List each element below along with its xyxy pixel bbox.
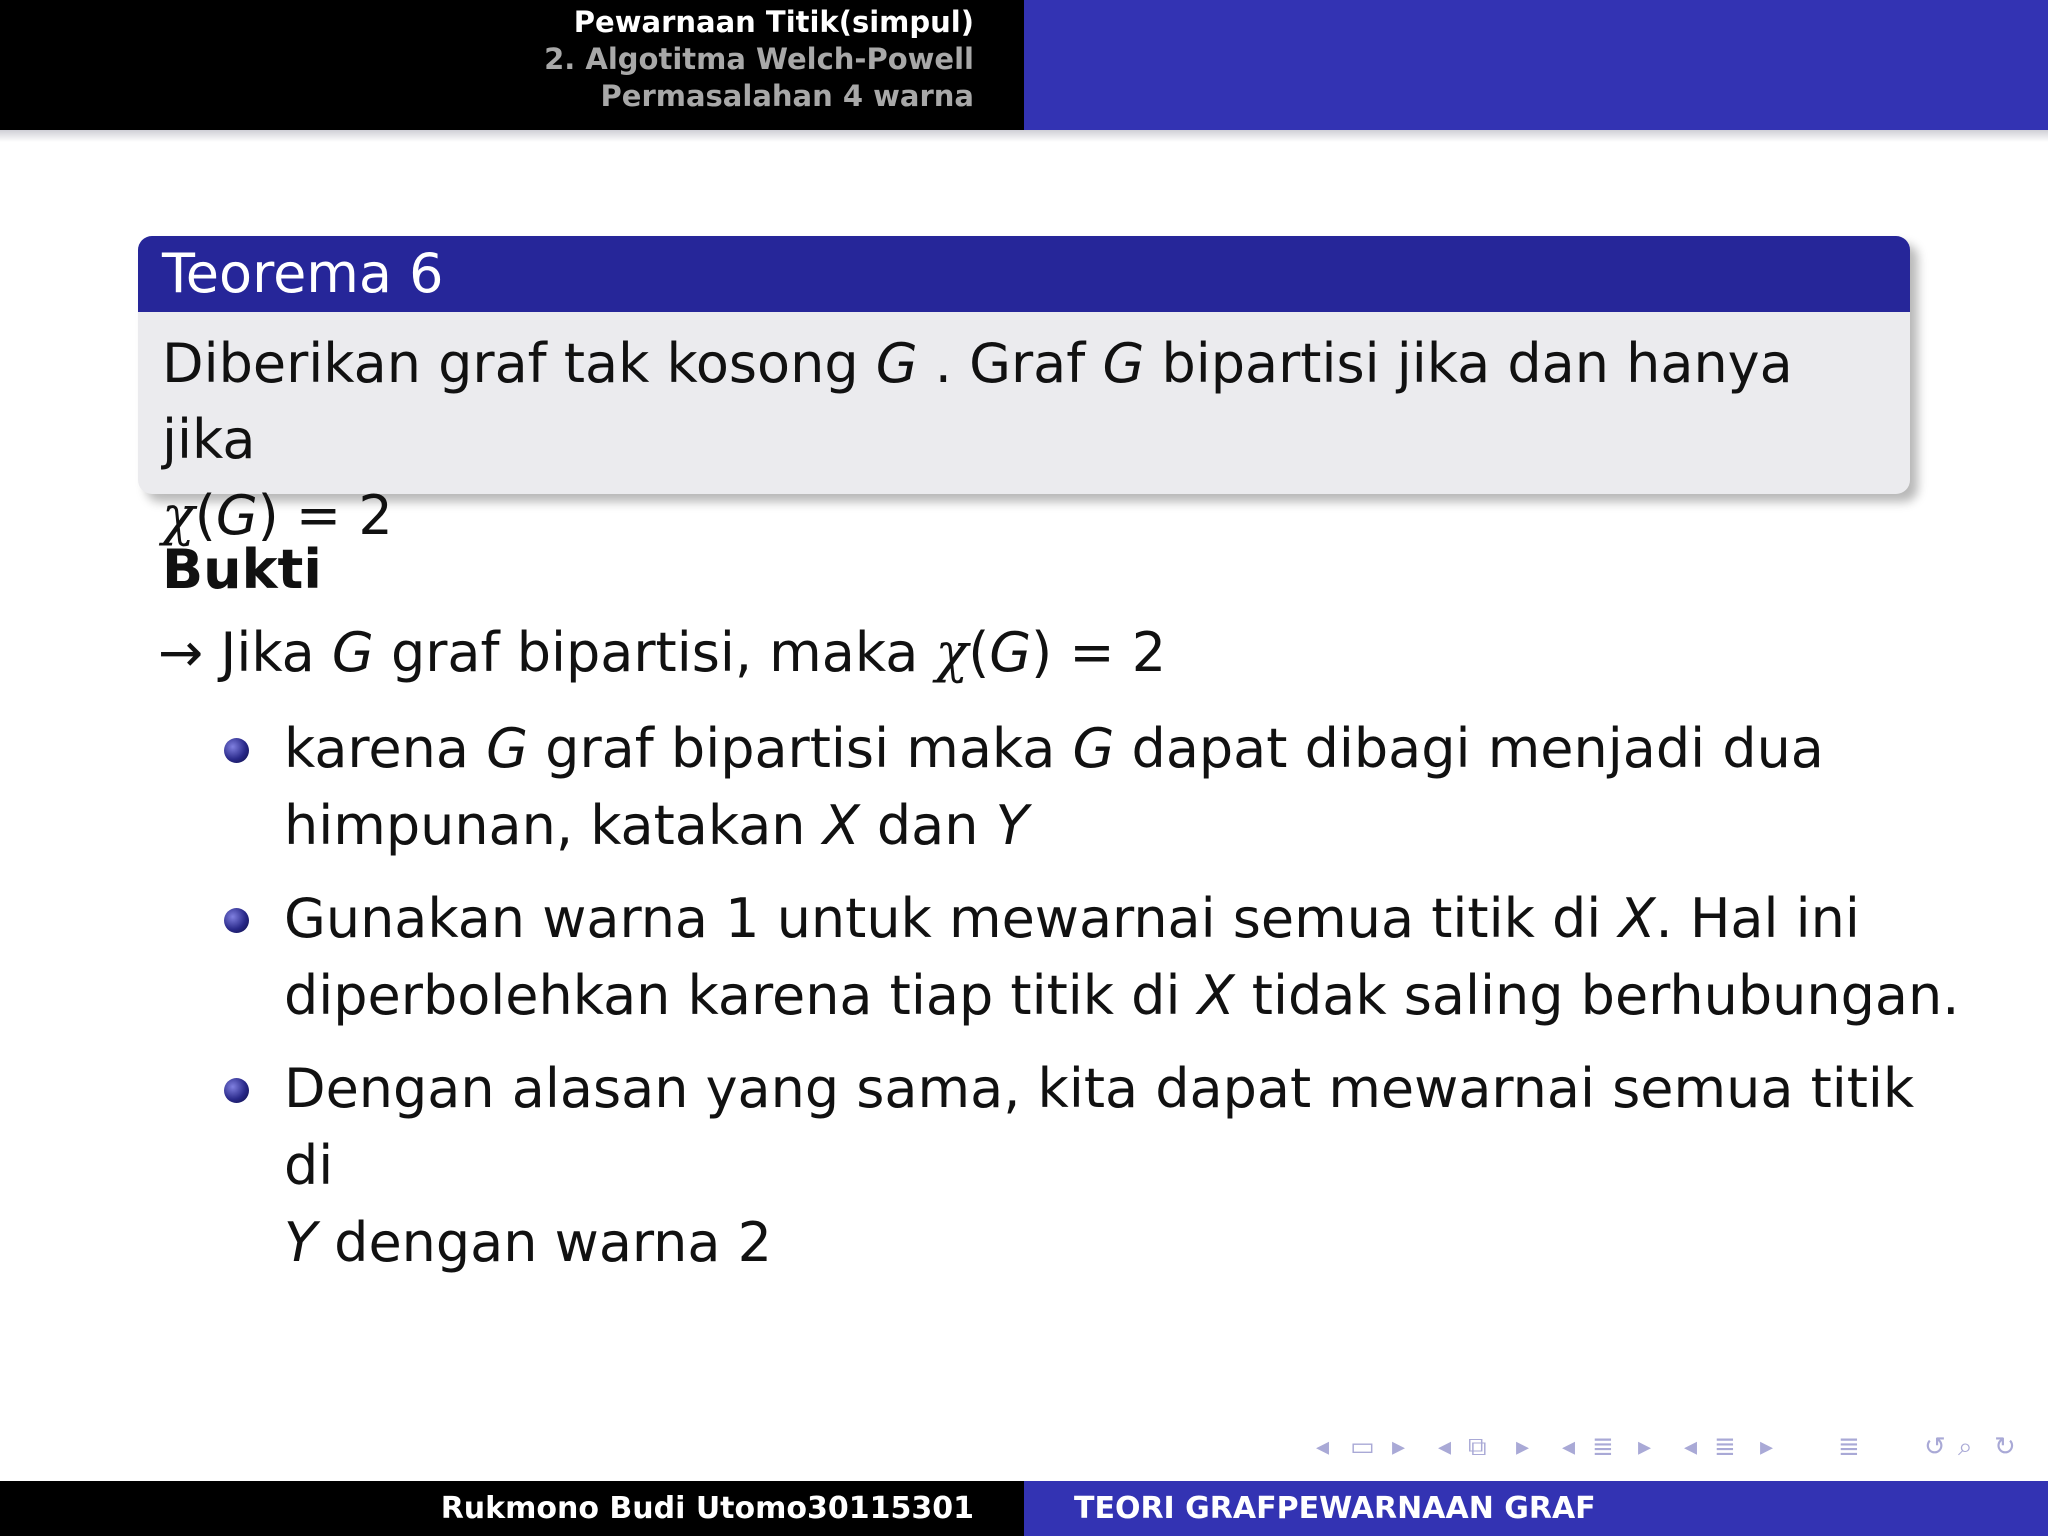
bullet-text: tidak saling berhubungan. bbox=[1234, 964, 1960, 1027]
paren: ) = 2 bbox=[1031, 621, 1167, 684]
paren: ( bbox=[194, 484, 216, 547]
list-item bbox=[220, 1050, 1960, 1281]
footer-title: TEORI GRAFPEWARNAAN GRAF bbox=[1074, 1491, 1596, 1526]
bullet-text: dan bbox=[859, 794, 996, 857]
chi-symbol: χ bbox=[162, 484, 195, 547]
paren: ) = 2 bbox=[257, 484, 393, 547]
var-g: G bbox=[1102, 332, 1145, 395]
nav-next-section-icon[interactable]: ▸ bbox=[1638, 1432, 1652, 1462]
footer-left-bar bbox=[0, 1481, 1024, 1536]
theorem-body bbox=[138, 312, 1910, 554]
bullet-text: dengan warna 2 bbox=[317, 1211, 772, 1274]
nav-prev-section-icon[interactable]: ◂ bbox=[1562, 1432, 1576, 1462]
var-x: X bbox=[822, 794, 860, 857]
redo-icon[interactable]: ↻ bbox=[1994, 1432, 2016, 1462]
theorem-block bbox=[138, 236, 1910, 547]
theorem-text: . Graf bbox=[917, 332, 1103, 395]
proof-title: Bukti bbox=[162, 538, 322, 601]
var-g: G bbox=[215, 484, 258, 547]
bullet-text: Dengan alasan yang sama, kita dapat mewarnai semua titik di bbox=[284, 1057, 1915, 1197]
document-icon[interactable]: ≣ bbox=[1714, 1432, 1736, 1462]
var-y: Y bbox=[284, 1211, 317, 1274]
toc-icon[interactable]: ≣ bbox=[1838, 1432, 1860, 1462]
header-subsection[interactable]: 2. Algotitma Welch-Powell bbox=[544, 42, 974, 76]
var-g: G bbox=[989, 621, 1032, 684]
nav-next-frame-icon[interactable]: ▸ bbox=[1392, 1432, 1406, 1462]
list-item bbox=[220, 880, 1960, 1034]
theorem-title: Teorema 6 bbox=[138, 236, 1910, 312]
var-g: G bbox=[875, 332, 918, 395]
bullet-text: graf bipartisi maka bbox=[528, 717, 1073, 780]
bullet-text: himpunan, katakan bbox=[284, 794, 823, 857]
frame-icon[interactable]: ▭ bbox=[1350, 1432, 1375, 1462]
bullet-list bbox=[220, 710, 1960, 1297]
bullet-text: diperbolehkan karena tiap titik di bbox=[284, 964, 1198, 1027]
var-g: G bbox=[331, 621, 374, 684]
header-shadow bbox=[0, 130, 2048, 142]
bullet-icon bbox=[224, 738, 249, 763]
search-icon[interactable]: ⌕ bbox=[1958, 1432, 1973, 1462]
var-g: G bbox=[1072, 717, 1115, 780]
bullet-text: Gunakan warna 1 untuk mewarnai semua titik di bbox=[284, 887, 1619, 950]
footer-author: Rukmono Budi Utomo30115301 bbox=[440, 1491, 974, 1526]
header-right-bar bbox=[1024, 0, 2048, 130]
nav-next-doc-icon[interactable]: ▸ bbox=[1760, 1432, 1774, 1462]
subsection-icon[interactable]: ⧉ bbox=[1468, 1432, 1487, 1462]
bullet-text: dapat dibagi menjadi dua bbox=[1114, 717, 1824, 780]
footer-right-bar bbox=[1024, 1481, 2048, 1536]
bullet-text: . Hal ini bbox=[1655, 887, 1860, 950]
header-nav bbox=[544, 4, 1024, 115]
nav-next-subsection-icon[interactable]: ▸ bbox=[1516, 1432, 1530, 1462]
proof-direction bbox=[158, 618, 1166, 688]
section-icon[interactable]: ≣ bbox=[1592, 1432, 1614, 1462]
nav-prev-subsection-icon[interactable]: ◂ bbox=[1438, 1432, 1452, 1462]
bullet-text: karena bbox=[284, 717, 487, 780]
paren: ( bbox=[968, 621, 990, 684]
right-arrow-icon: → bbox=[158, 621, 204, 684]
proof-text: graf bipartisi, maka bbox=[373, 621, 936, 684]
undo-icon[interactable]: ↺ bbox=[1924, 1432, 1946, 1462]
header-section[interactable]: Pewarnaan Titik(simpul) bbox=[573, 5, 974, 39]
var-x: X bbox=[1197, 964, 1235, 1027]
nav-prev-doc-icon[interactable]: ◂ bbox=[1684, 1432, 1698, 1462]
bullet-icon bbox=[224, 1078, 249, 1103]
header-subsubsection[interactable]: Permasalahan 4 warna bbox=[600, 79, 974, 113]
nav-prev-frame-icon[interactable]: ◂ bbox=[1316, 1432, 1330, 1462]
proof-text: Jika bbox=[203, 621, 332, 684]
theorem-text: bipartisi jika dan hanya jika bbox=[162, 332, 1793, 471]
var-g: G bbox=[486, 717, 528, 780]
beamer-navigation bbox=[1310, 1432, 2038, 1466]
bullet-icon bbox=[224, 908, 249, 933]
list-item bbox=[220, 710, 1960, 864]
theorem-text: Diberikan graf tak kosong bbox=[162, 332, 876, 395]
var-x: X bbox=[1618, 887, 1656, 950]
chi-symbol: χ bbox=[935, 621, 969, 684]
var-y: Y bbox=[995, 794, 1029, 857]
